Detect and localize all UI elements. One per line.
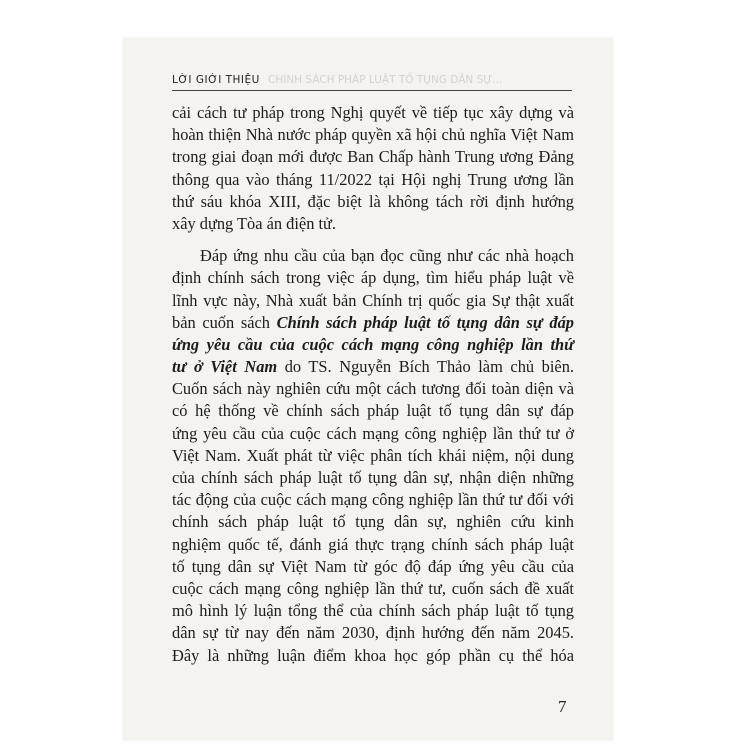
- text-line: thông qua vào tháng 11/2022 tại Hội nghị Trung ương lần: [172, 169, 574, 189]
- text-line: của chính sách pháp luật tố tụng dân sự, nhận diện những: [172, 468, 574, 487]
- text-line: ứng yêu cầu của cuộc cách mạng công nghiệp lần thứ tư ở: [172, 423, 574, 443]
- text-line: định chính sách trong việc áp dụng, tìm hiểu pháp luật về: [172, 268, 574, 288]
- book-title-segment: Chính sách pháp luật tố tụng dân sự đáp: [276, 312, 574, 332]
- text-segment: bản cuốn sách: [172, 312, 277, 332]
- book-title-segment: tư ở Việt Nam: [172, 357, 278, 377]
- text-line: tố tụng dân sự Việt Nam từ góc độ đáp ứng yêu cầu của: [172, 556, 574, 576]
- book-title-line: ứng yêu cầu của cuộc cách mạng công nghiệp lần thứ: [172, 334, 574, 354]
- text-line-mixed: [172, 356, 574, 378]
- text-line: cải cách tư pháp trong Nghị quyết về tiếp tục xây dựng và: [172, 103, 574, 122]
- text-line: hoàn thiện Nhà nước pháp quyền xã hội chủ nghĩa Việt Nam: [172, 125, 574, 145]
- text-line: có hệ thống về chính sách pháp luật tố tụng dân sự đáp: [172, 401, 574, 421]
- text-line: Cuốn sách này nghiên cứu một cách tương đối toàn diện và: [172, 379, 574, 399]
- bleed-through-text: CHÍNH SÁCH PHÁP LUẬT TỐ TỤNG DÂN SỰ...: [268, 74, 503, 86]
- text-line: tác động của cuộc cách mạng công nghiệp lần thứ tư đối với: [172, 490, 574, 510]
- text-line-mixed: [172, 312, 574, 334]
- text-line: chính sách pháp luật tố tụng dân sự, nghiên cứu kinh: [172, 512, 574, 532]
- text-line: Việt Nam. Xuất phát từ việc phân tích khái niệm, nội dung: [172, 445, 574, 465]
- text-line: nghiệm quốc tế, đánh giá thực trạng chính sách pháp luật: [172, 534, 574, 554]
- page-number: 7: [558, 697, 567, 716]
- text-line: Đáp ứng nhu cầu của bạn đọc cũng như các nhà hoạch: [200, 246, 574, 266]
- text-line: xây dựng Tòa án điện tử.: [172, 213, 337, 233]
- text-line: mô hình lý luận tổng thể của chính sách pháp luật tố tụng: [172, 601, 574, 621]
- text-line: thứ sáu khóa XIII, đặc biệt là không tách rời định hướng: [172, 191, 574, 211]
- text-line: dân sự từ nay đến năm 2030, định hướng đến năm 2045.: [172, 623, 574, 643]
- text-line: trong giai đoạn mới được Ban Chấp hành Trung ương Đảng: [172, 147, 574, 167]
- text-line: Đây là những luận điểm khoa học góp phần cụ thể hóa: [172, 645, 574, 665]
- text-line: cuộc cách mạng công nghiệp lần thứ tư, cuốn sách đề xuất: [172, 578, 574, 598]
- running-header: LỜI GIỚI THIỆU: [172, 74, 260, 86]
- body-text: [172, 102, 574, 667]
- text-line: lĩnh vực này, Nhà xuất bản Chính trị quốc gia Sự thật xuất: [172, 290, 574, 310]
- text-segment: do TS. Nguyễn Bích Thảo làm chủ biên.: [277, 357, 574, 377]
- header-rule: [172, 90, 572, 91]
